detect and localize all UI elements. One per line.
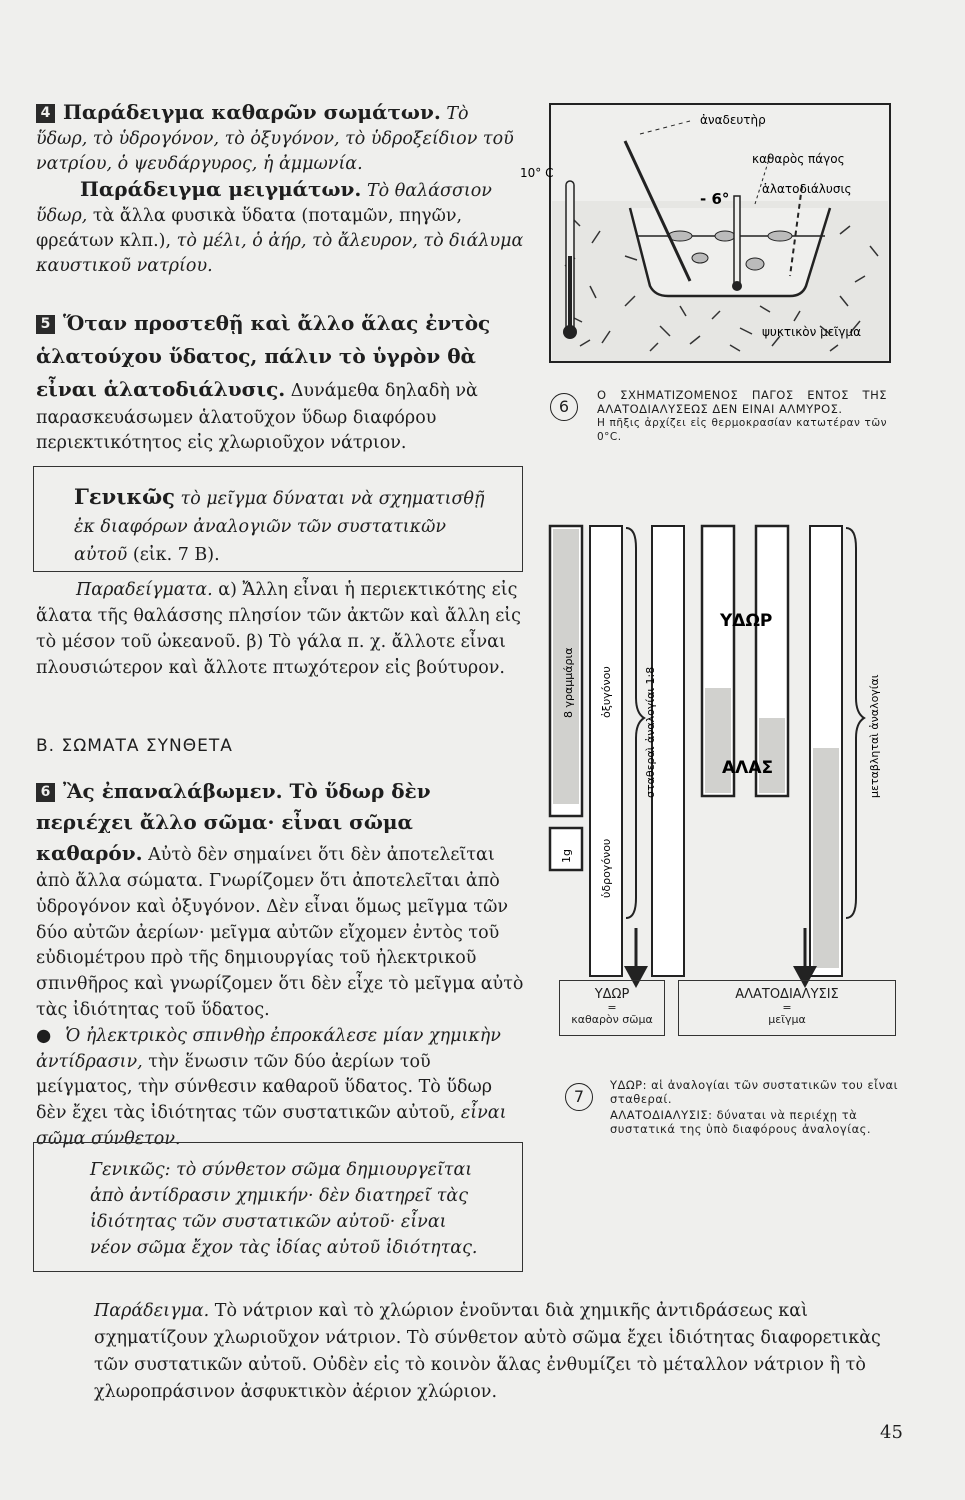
text-compound-2: τὴν ἕνωσιν τῶν δύο ἀερίων τοῦ μείγματος, τὴν σύνθεσιν καθαροῦ ὕδατος. Τὸ ὕδωρ δὲν ἔχει τὰς ἰδιότητας τῶν συστατικῶν αὐτοῦ, [36,1051,493,1124]
figure-7-caption [610,1078,900,1136]
general-box-compounds [33,1142,523,1272]
figure-7-number: 7 [565,1083,593,1111]
figure-6-caption-main: Ο ΣΧΗΜΑΤΙΖΟΜΕΝΟΣ ΠΑΓΟΣ ΕΝΤΟΣ ΤΗΣ ΑΛΑΤΟΔΙΑΛΥΣΕΩΣ ΔΕΝ ΕΙΝΑΙ ΑΛΜΥΡΟΣ. [597,388,887,416]
label-brine: ἁλατοδιάλυσις [762,182,852,196]
figure-6-diagram [520,96,900,371]
section-number-5: 5 [36,315,55,334]
label-pure-ice: καθαρὸς πάγος [752,152,845,166]
label-cooling-mixture: ψυκτικὸν μεῖγμα [762,325,861,339]
box-water-sub: καθαρὸν σῶμα [571,1013,653,1026]
bullet: ● [36,1025,52,1046]
label-oxygen: ὀξυγόνου [600,666,613,718]
box-water-eq: = [607,1001,617,1014]
section-number-6: 6 [36,783,55,802]
text-salt-solution: Δυνάμεθα δηλαδὴ νὰ παρασκευάσωμεν ἁλατοῦχον ὕδωρ διαφόρου περιεκτικότητος εἰς χλωριοῦχον νάτριον. [36,381,478,453]
section-6 [36,776,524,1153]
fig7-cap1-lead: ΥΔΩΡ: [610,1078,647,1092]
label-10c: 10° C [520,166,554,180]
examples-paragraph [36,577,524,681]
heading-salt-solution: Ὅταν προστεθῇ καὶ ἄλλο ἅλας ἐντὸς ἁλατούχου ὕδατος, πάλιν τὸ ὑγρὸν θὰ εἶναι ἁλατοδιάλυσις. [36,311,491,401]
general-box-mixtures [33,466,523,572]
section-5 [36,307,524,456]
general-text: τὸ μεῖγμα δύναται νὰ σχηματισθῇ ἐκ διαφόρων ἀναλογιῶν τῶν συστατικῶν αὐτοῦ [74,489,485,565]
figure-6-number: 6 [550,393,578,421]
figure-6-caption [597,388,887,444]
section-4 [36,100,524,279]
bottom-lead: Παράδειγμα. [94,1301,210,1321]
heading-pure-examples: Παράδειγμα καθαρῶν σωμάτων. [63,100,441,124]
figure-7-diagram [540,518,900,1038]
label-fixed-ratio: σταθεραὶ ἀναλογίαι 1:8 [644,666,657,798]
box-brine-title: ΑΛΑΤΟΔΙΑΛΥΣΙΣ [735,987,839,1002]
label-8-grams: 8 γραμμάρια [562,647,575,718]
bottom-text: Τὸ νάτριον καὶ τὸ χλώριον ἑνοῦνται διὰ χημικῆς ἀντιδράσεως καὶ σχηματίζουν χλωριοῦχον νάτριον. Τὸ σύνθετον αὐτὸ σῶμα ἔχει ἰδιότητας διαφορετικὰς τῶν συστατικῶν αὐτοῦ. Οὐδὲν εἰς τὸ κοινὸν ἅλας ἐνθυμίζει τὸ μέταλλον νάτριον ἢ τὸ χλωροπράσινον ἀσφυκτικὸν ἀέριον χλώριον. [94,1301,881,1402]
text-pure-examples: Τὸ ὕδωρ, τὸ ὑδρογόνον, τὸ ὀξυγόνον, τὸ ὑδροξείδιον τοῦ νατρίου, ὁ ψευδάργυρος, ἡ ἀμμωνία. [36,104,514,174]
general2-text: τὸ σύνθετον σῶμα δημιουργεῖται ἀπὸ ἀντίδρασιν χημικήν· δὲν διατηρεῖ τὰς ἰδιότητας τῶν συστατικῶν αὐτοῦ· εἶναι νέον σῶμα ἔχον τὰς ἰδίας αὐτοῦ ἰδιότητας. [90,1160,478,1258]
brine-mixture-box [678,980,896,1036]
examples-lead: Παραδείγματα. [76,580,213,600]
examples-text: α) Ἄλλη εἶναι ἡ περιεκτικότης εἰς ἅλατα τῆς θαλάσσης πλησίον τῶν ἀκτῶν καὶ ἄλλη εἰς τὸ μέσον τοῦ ὠκεανοῦ. β) Τὸ γάλα π. χ. ἄλλοτε εἶναι πλουσιώτερον καὶ ἄλλοτε πτωχότερον εἰς βούτυρον. [36,580,521,678]
section-number-4: 4 [36,104,55,123]
label-stirrer: ἀναδευτὴρ [700,113,766,127]
fig7-cap2: δύναται νὰ περιέχῃ τὰ συστατικά της ὑπὸ διαφόρους ἀναλογίας. [610,1108,872,1136]
box-brine-sub: μεῖγμα [768,1013,806,1026]
label-minus6: - 6° [700,190,730,208]
figure-6-caption-sub: Η πῆξις ἀρχίζει εἰς θερμοκρασίαν κατωτέραν τῶν 0°C. [597,417,887,443]
text-mixture-1: Τὸ θαλάσσιον ὕδωρ, [36,181,492,226]
label-hydrogen: ὑδρογόνου [600,838,613,898]
general2-lead: Γενικῶς: [90,1160,171,1180]
label-water: ΥΔΩΡ [720,611,773,631]
label-1g: 1g [560,849,573,863]
water-pure-box [559,980,665,1036]
text-compound-1: Αὐτὸ δὲν σημαίνει ὅτι δὲν ἀποτελεῖται ἀπὸ ἄλλα σώματα. Γνωρίζομεν ὅτι ἀποτελεῖται ἀπὸ ὑδρογόνον καὶ ὀξυγόνον. Δὲν εἶναι ὅμως μεῖγμα τῶν δύο αὐτῶν ἀερίων· μεῖγμα αὐτῶν εἴχομεν ἐντὸς τοῦ εὐδιομέτρου πρὸ τῆς δημιουργίας τοῦ ἠλεκτρικοῦ σπινθῆρος καὶ γνωρίζομεν ὅτι δὲν εἶχε τὸ μεῖγμα αὐτὸ τὰς ἰδιότητας τοῦ ὕδατος. [36,845,524,1020]
general-lead: Γενικῶς [74,484,175,509]
fig7-cap2-lead: ΑΛΑΤΟΔΙΑΛΥΣΙΣ: [610,1108,713,1122]
heading-compound: Ἂς ἐπαναλάβωμεν. Τὸ ὕδωρ δὲν περιέχει ἄλλο σῶμα· εἶναι σῶμα καθαρόν. [36,779,431,865]
label-variable-ratio: μεταβληταὶ ἀναλογίαι [868,674,881,798]
text-mixture-3: τὸ μέλι, ὁ ἀήρ, τὸ ἄλευρον, τὸ διάλυμα καυστικοῦ νατρίου. [36,231,524,276]
fig7-cap1: αἱ ἀναλογίαι τῶν συστατικῶν του εἶναι σταθεραί. [610,1078,898,1106]
general-ref: (εἰκ. 7 Β). [132,545,220,565]
box-brine-eq: = [782,1001,792,1014]
text-compound-3: εἶναι σῶμα σύνθετον. [36,1103,507,1149]
bottom-paragraph [94,1298,906,1406]
heading-mixture-examples: Παράδειγμα μειγμάτων. [80,177,362,201]
section-b-heading: Β. ΣΩΜΑΤΑ ΣΥΝΘΕΤΑ [36,736,233,756]
page-number: 45 [880,1422,903,1443]
text-compound-spark: Ὁ ἠλεκτρικὸς σπινθὴρ ἐπροκάλεσε μίαν χημικὴν ἀντίδρασιν, [36,1025,501,1072]
label-salt: ΑΛΑΣ [722,758,774,778]
text-mixture-2: τὰ ἄλλα φυσικὰ ὕδατα (ποταμῶν, πηγῶν, φρεάτων κλπ.), [36,206,463,251]
box-water-title: ΥΔΩΡ [594,987,630,1002]
